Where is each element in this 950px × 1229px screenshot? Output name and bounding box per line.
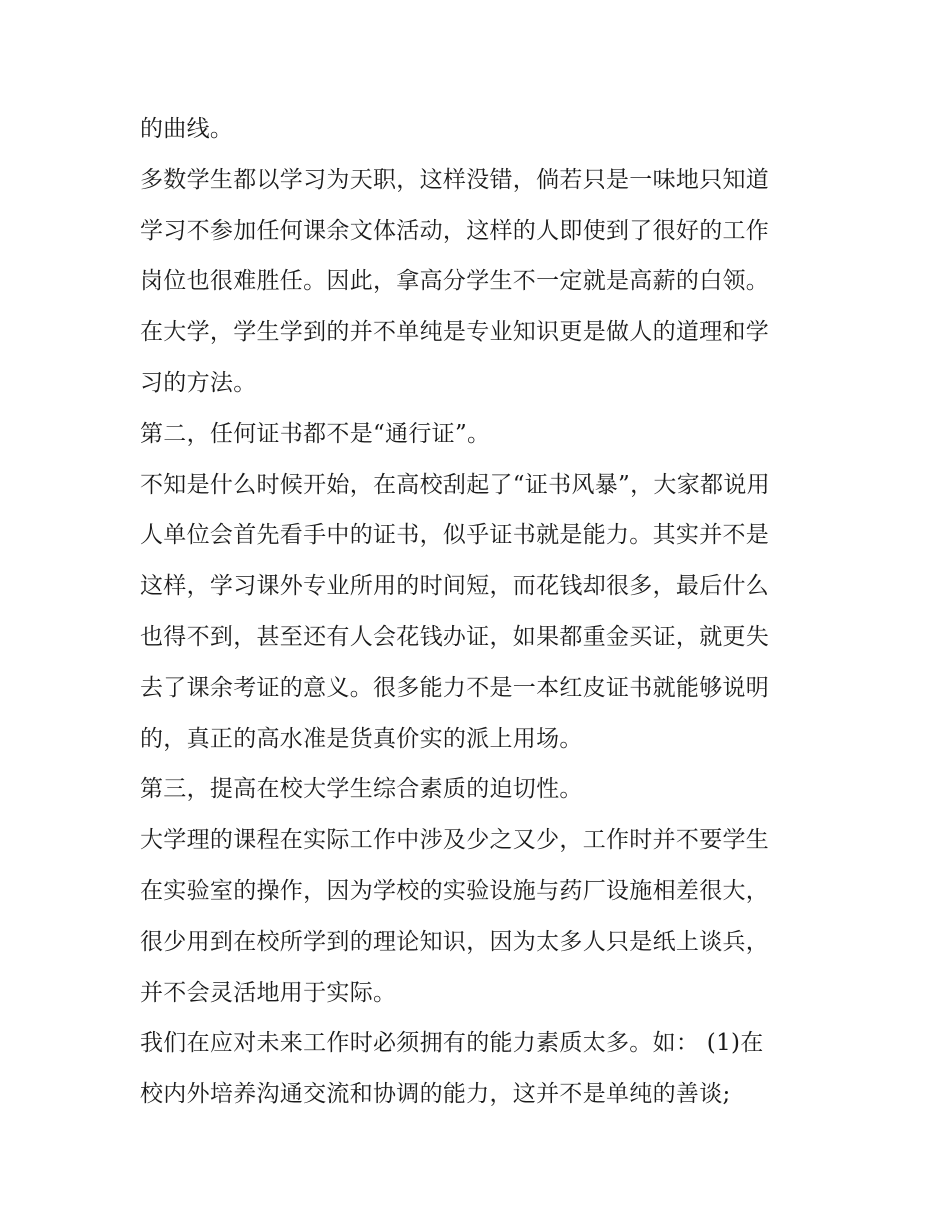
- text-line: 不知是什么时候开始，在高校刮起了“证书风暴”，大家都说用: [140, 471, 770, 498]
- text-line: 在实验室的操作，因为学校的实验设施与药厂设施相差很大，: [140, 877, 770, 904]
- text-line: 的，真正的高水准是货真价实的派上用场。: [140, 725, 583, 752]
- text-line: 校内外培养沟通交流和协调的能力，这并不是单纯的善谈;: [140, 1081, 731, 1108]
- document-body: [140, 104, 820, 1120]
- text-line: 并不会灵活地用于实际。: [140, 979, 397, 1006]
- text-line: 的曲线。: [140, 116, 234, 142]
- text-line: 我们在应对未来工作时必须拥有的能力素质太多。如： (1)在: [140, 1030, 764, 1057]
- text-line: 习的方法。: [140, 369, 257, 396]
- text-line: 很少用到在校所学到的理论知识，因为太多人只是纸上谈兵，: [140, 928, 770, 955]
- text-line: 岗位也很难胜任。因此，拿高分学生不一定就是高薪的白领。: [140, 268, 770, 295]
- text-line: 在大学，学生学到的并不单纯是专业知识更是做人的道理和学: [140, 319, 770, 346]
- text-line: 多数学生都以学习为天职，这样没错，倘若只是一味地只知道: [140, 166, 770, 193]
- section-heading: 第三，提高在校大学生综合素质的迫切性。: [140, 776, 583, 803]
- text-line: 学习不参加任何课余文体活动，这样的人即使到了很好的工作: [140, 217, 770, 244]
- text-line: 去了课余考证的意义。很多能力不是一本红皮证书就能够说明: [140, 674, 770, 701]
- text-line: 也得不到，甚至还有人会花钱办证，如果都重金买证，就更失: [140, 623, 770, 650]
- text-line: 这样，学习课外专业所用的时间短，而花钱却很多，最后什么: [140, 573, 770, 600]
- section-heading: 第二，任何证书都不是“通行证”。: [140, 420, 491, 447]
- text-line: 人单位会首先看手中的证书，似乎证书就是能力。其实并不是: [140, 522, 770, 549]
- text-line: 大学理的课程在实际工作中涉及少之又少，工作时并不要学生: [140, 827, 770, 854]
